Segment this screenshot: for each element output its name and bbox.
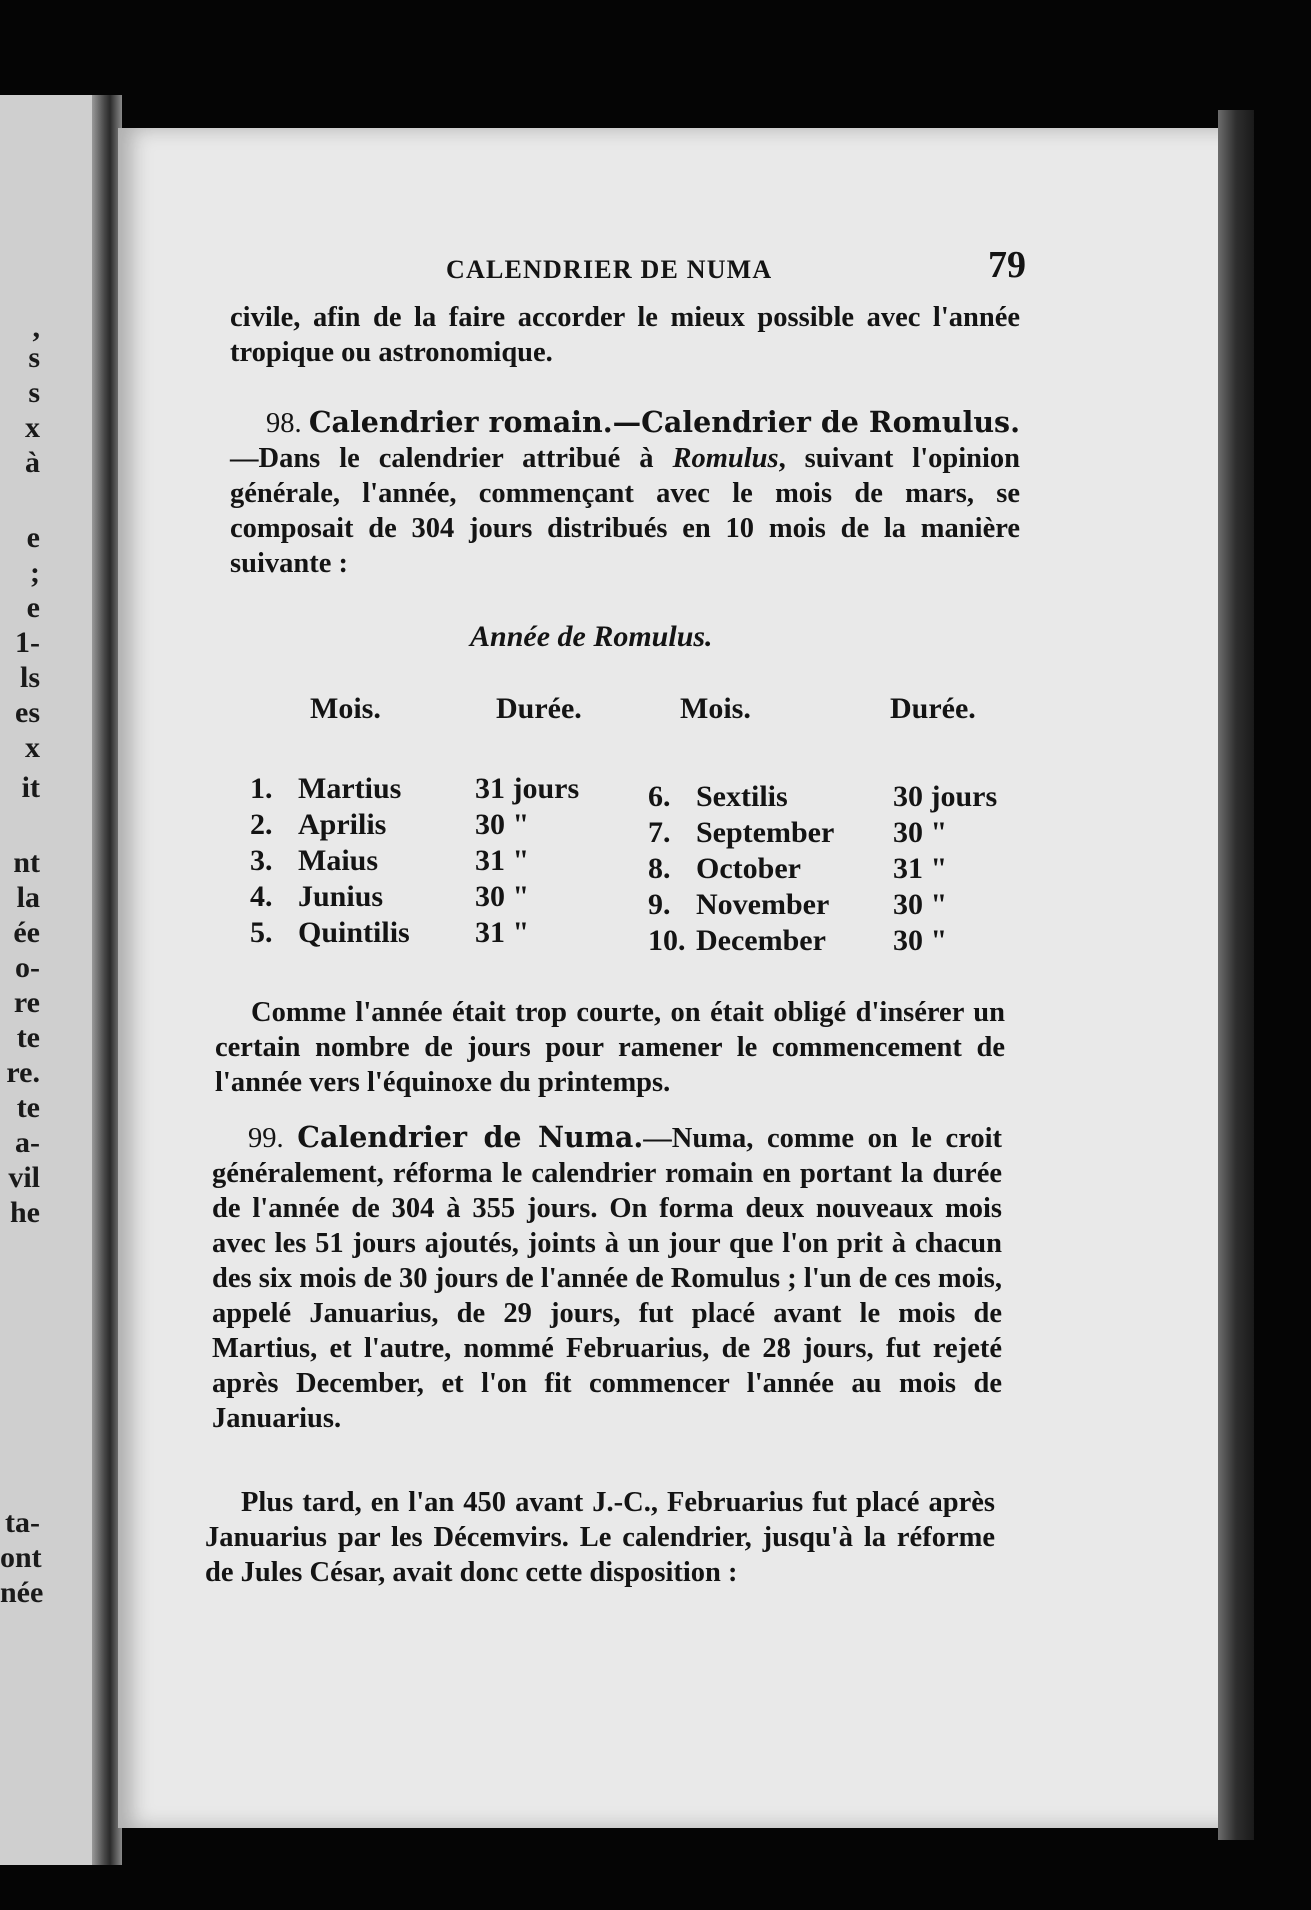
- running-head: CALENDRIER DE NUMA: [446, 255, 773, 284]
- left-row-days: 31 jours: [475, 772, 580, 805]
- left-row-days: 31 ": [475, 916, 530, 949]
- right-row-number: 6.: [648, 780, 671, 813]
- left-row-days: 30 ": [475, 880, 530, 913]
- paragraph-plus-tard: Plus tard, en l'an 450 avant J.-C., Februarius fut placé après Januarius par les Décemvirs. Le calendrier, jusqu'à la réforme de Jules César, avait donc cette disposition :: [205, 1487, 995, 1588]
- section-98-text-b: , suivant l'opinion générale, l'année, commençant avec le mois de mars, se composait de 304 jours distribués en 10 mois de la manière suivante :: [230, 443, 1020, 579]
- left-page-fragment: vil: [8, 1161, 40, 1194]
- right-row-number: 9.: [648, 888, 671, 921]
- left-page-fragment: à: [25, 446, 40, 479]
- left-row-month: Martius: [298, 772, 402, 805]
- right-row-days: 30 ": [893, 816, 948, 849]
- right-row-days: 30 ": [893, 924, 948, 957]
- left-row-number: 4.: [250, 880, 273, 913]
- left-page-fragment: ta-: [5, 1506, 40, 1539]
- right-row-days: 30 jours: [893, 780, 998, 813]
- section-98-heading: Calendrier romain.—Calendrier de Romulus.: [308, 405, 1021, 439]
- right-row-days: 30 ": [893, 888, 948, 921]
- right-row-number: 8.: [648, 852, 671, 885]
- left-row-days: 31 ": [475, 844, 530, 877]
- left-page-fragment: es: [15, 696, 40, 729]
- left-page-fragment: ont: [0, 1541, 42, 1574]
- left-page-fragment: x: [25, 411, 40, 444]
- right-row-month: November: [696, 888, 830, 921]
- left-page-fragment: he: [10, 1196, 40, 1229]
- left-row-number: 1.: [250, 772, 273, 805]
- left-page-fragment: e: [26, 521, 40, 554]
- section-98-emphasis: Romulus: [672, 443, 779, 474]
- right-row-number: 7.: [648, 816, 671, 849]
- left-page-fragment: e: [26, 591, 40, 624]
- left-page-fragment: re.: [6, 1056, 40, 1089]
- section-98-number: 98.: [266, 408, 302, 439]
- left-page-fragment: née: [0, 1576, 44, 1609]
- left-page-fragment: ls: [19, 661, 40, 694]
- section-99: [212, 1120, 1002, 1436]
- left-row-month: Maius: [298, 844, 379, 877]
- left-page-fragment: 1-: [15, 626, 40, 659]
- left-row-month: Junius: [298, 880, 384, 913]
- right-row-month: Sextilis: [696, 780, 788, 813]
- left-row-month: Aprilis: [298, 808, 387, 841]
- left-page-fragment: te: [16, 1091, 40, 1124]
- right-row-number: 10.: [648, 924, 686, 957]
- paragraph-intro: civile, afin de la faire accorder le mieux possible avec l'année tropique ou astronomique.: [230, 302, 1020, 368]
- left-row-days: 30 ": [475, 808, 530, 841]
- header-duree-right: Durée.: [890, 692, 976, 725]
- section-99-text: —Numa, comme on le croit généralement, réforma le calendrier romain en portant la durée de l'année de 304 à 355 jours. On forma deux nouveaux mois avec les 51 jours ajoutés, joints à un jour que l'on prit à chacun des six mois de 30 jours de l'année de Romulus ; l'un de ces mois, appelé Januarius, de 29 jours, fut placé avant le mois de Martius, et l'autre, nommé Februarius, de 28 jours, fut rejeté après December, et l'on fit commencer l'année au mois de Januarius.: [212, 1123, 1003, 1434]
- section-99-heading: Calendrier de Numa.: [297, 1120, 644, 1154]
- left-row-number: 5.: [250, 916, 273, 949]
- left-page-fragment: s: [28, 376, 40, 409]
- left-page-fragment: ée: [13, 916, 40, 949]
- left-page-fragment: nt: [13, 846, 40, 879]
- left-page-fragment: la: [16, 881, 40, 914]
- header-mois-right: Mois.: [680, 692, 751, 725]
- section-99-number: 99.: [248, 1123, 284, 1154]
- paragraph-comme: Comme l'année était trop courte, on était obligé d'insérer un certain nombre de jours pour ramener le commencement de l'année vers l'équinoxe du printemps.: [215, 997, 1005, 1098]
- left-page-fragment: x: [25, 731, 40, 764]
- table-title: Année de Romulus.: [470, 620, 713, 653]
- left-page-fragment: te: [16, 1021, 40, 1054]
- left-page-fragment: re: [13, 986, 40, 1019]
- section-98: [230, 405, 1020, 581]
- right-row-month: September: [696, 816, 835, 849]
- left-page-fragment: s: [28, 341, 40, 374]
- page-edge-shadow: [1218, 110, 1254, 1840]
- left-page-fragment: o-: [15, 951, 40, 984]
- left-row-month: Quintilis: [298, 916, 410, 949]
- section-98-text-a: —Dans le calendrier attribué à: [230, 443, 673, 474]
- left-page-fragment: a-: [15, 1126, 40, 1159]
- left-row-number: 2.: [250, 808, 273, 841]
- page-number: 79: [988, 244, 1026, 286]
- header-duree-left: Durée.: [496, 692, 582, 725]
- header-mois-left: Mois.: [310, 692, 381, 725]
- left-row-number: 3.: [250, 844, 273, 877]
- left-page-fragment: ,: [32, 311, 40, 344]
- right-row-month: December: [696, 924, 826, 957]
- right-row-days: 31 ": [893, 852, 948, 885]
- left-page-fragment: ;: [30, 556, 40, 589]
- left-page-fragment: it: [21, 771, 40, 804]
- right-row-month: October: [696, 852, 801, 885]
